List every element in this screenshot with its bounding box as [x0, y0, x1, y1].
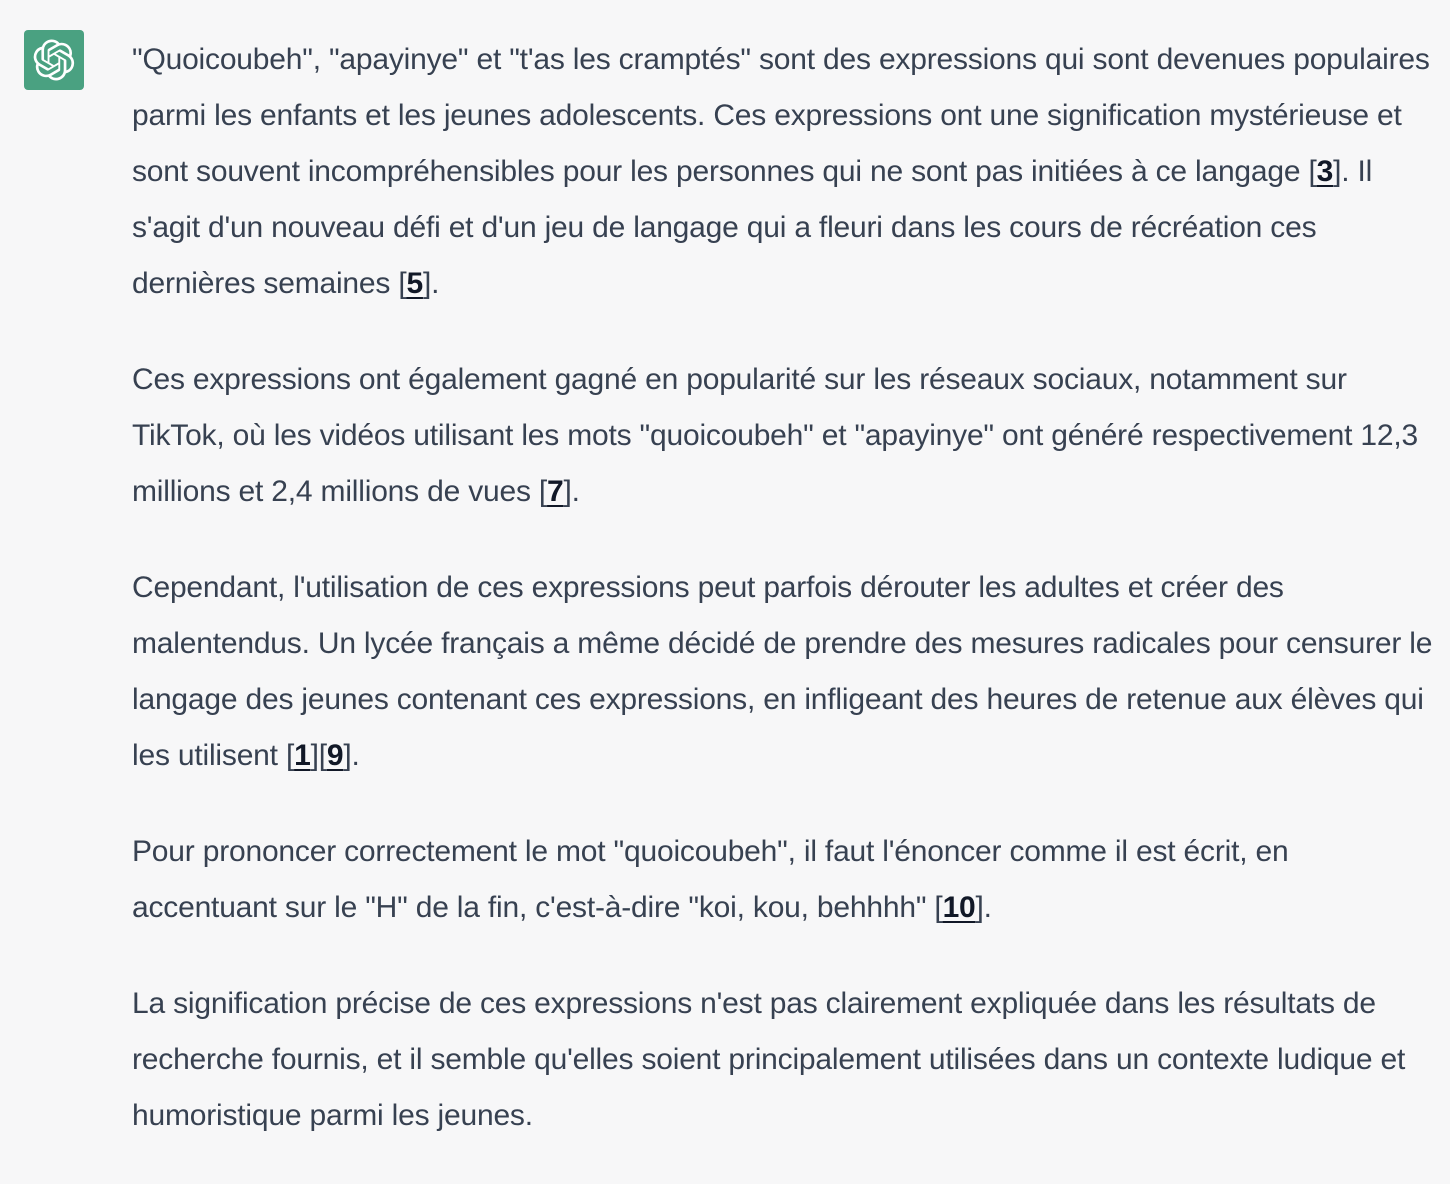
message-paragraph [132, 352, 1438, 520]
assistant-avatar [24, 30, 84, 90]
paragraph-text: ]. [975, 891, 992, 924]
citation-link[interactable]: 5 [406, 267, 423, 300]
message-paragraph [132, 560, 1438, 784]
paragraph-text: "Quoicoubeh", "apayinye" et "t'as les cramptés" sont des expressions qui sont devenues populaires parmi les enfants et les jeunes adolescents. Ces expressions ont une signification mystérieuse et sont souvent incompréhensibles pour les personnes qui ne sont pas initiées à ce langage [ [132, 43, 1430, 188]
citation-link[interactable]: 10 [942, 891, 976, 924]
paragraph-text: Ces expressions ont également gagné en popularité sur les réseaux sociaux, notamment sur TikTok, où les vidéos utilisant les mots "quoicoubeh" et "apayinye" ont généré respectivement 12,3 millions et 2,4 millions de vues [ [132, 363, 1418, 508]
paragraph-text: ]. [563, 475, 580, 508]
message-paragraph [132, 976, 1438, 1144]
paragraph-text: La signification précise de ces expressions n'est pas clairement expliquée dans les résultats de recherche fournis, et il semble qu'elles soient principalement utilisées dans un contexte ludique et humoristique parmi les jeunes. [132, 987, 1406, 1132]
citation-link[interactable]: 3 [1316, 155, 1334, 188]
paragraph-text: ]. Il s'agit d'un nouveau défi et d'un jeu de langage qui a fleuri dans les cours de récréation ces dernières semaines [ [132, 155, 1373, 300]
paragraph-text: ]. [422, 267, 440, 300]
paragraph-text: Cependant, l'utilisation de ces expressions peut parfois dérouter les adultes et créer des malentendus. Un lycée français a même décidé de prendre des mesures radicales pour censurer le langage des jeunes contenant ces expressions, en infligeant des heures de retenue aux élèves qui les utilisent [ [132, 571, 1433, 772]
paragraph-text: ][ [310, 739, 327, 772]
paragraph-text: Pour prononcer correctement le mot "quoicoubeh", il faut l'énoncer comme il est écrit, en accentuant sur le "H" de la fin, c'est-à-dire "koi, kou, behhhh" [ [132, 835, 1289, 924]
paragraph-text: ]. [343, 739, 360, 772]
message-content [132, 32, 1438, 1184]
message-paragraph [132, 824, 1438, 936]
message-paragraph [132, 32, 1438, 312]
openai-logo-icon [33, 39, 75, 81]
citation-link[interactable]: 1 [294, 739, 311, 772]
citation-link[interactable]: 9 [326, 739, 344, 772]
citation-link[interactable]: 7 [547, 475, 564, 508]
